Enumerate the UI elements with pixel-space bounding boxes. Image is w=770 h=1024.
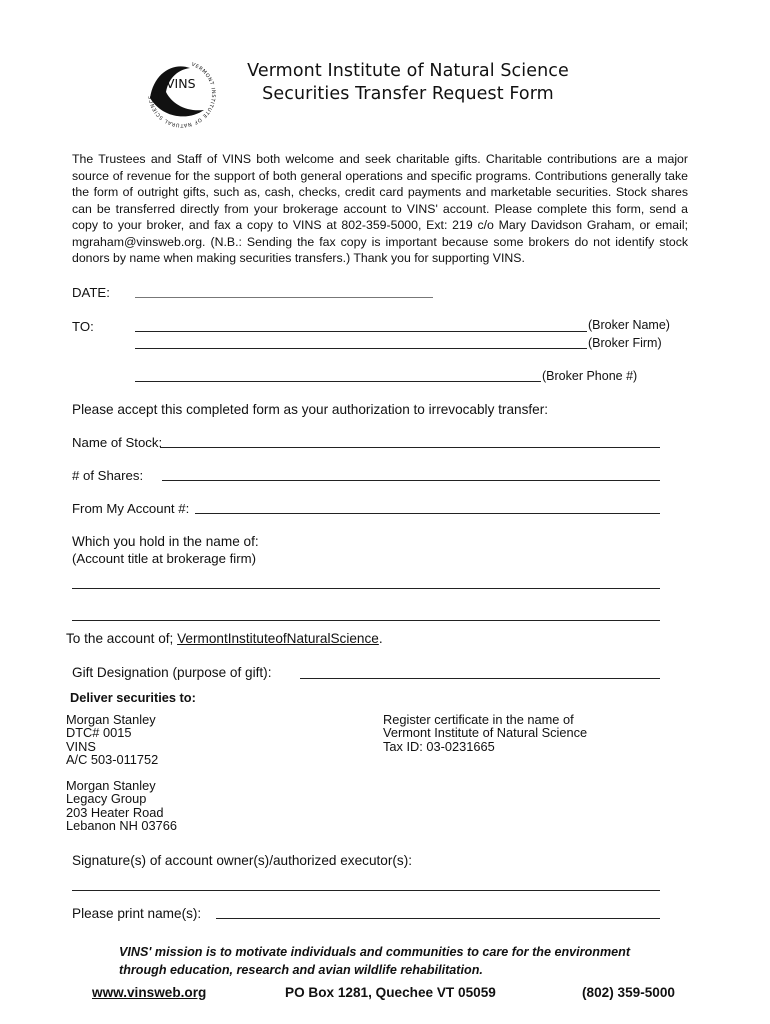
form-title: Securities Transfer Request Form (262, 84, 554, 104)
hold-label: Which you hold in the name of: (72, 534, 259, 549)
broker-firm-label: (Broker Firm) (588, 336, 662, 350)
shares-field[interactable] (162, 480, 660, 481)
to-account-line (66, 631, 383, 646)
vins-logo (146, 58, 218, 130)
stock-name-label: Name of Stock: (72, 435, 163, 450)
authorization-text: Please accept this completed form as your authorization to irrevocably transfer: (72, 402, 549, 417)
logo-ring-text: VERMONT INSTITUTE OF NATURAL SCIENCE (147, 61, 217, 129)
mission-statement: VINS' mission is to motivate individuals and communities to care for the environment through education, research and avian wildlife rehabilitation. (119, 945, 631, 977)
broker-phone-label: (Broker Phone #) (542, 369, 638, 383)
delivery-address-block: Morgan Stanley Legacy Group 203 Heater Road Lebanon NH 03766 (66, 778, 177, 834)
print-name-field[interactable] (216, 918, 660, 919)
deliver-label: Deliver securities to: (70, 690, 196, 705)
register-certificate-block: Register certificate in the name of Vermont Institute of Natural Science Tax ID: 03-0231665 (383, 712, 588, 754)
broker-firm-field[interactable] (135, 348, 587, 349)
gift-label: Gift Designation (purpose of gift): (72, 665, 272, 680)
date-field[interactable] (135, 297, 433, 298)
account-title-field-2[interactable] (72, 620, 660, 621)
to-label: TO: (72, 319, 94, 334)
to-account-prefix: To the account of; (66, 631, 174, 646)
website-link[interactable]: www.vinsweb.org (92, 985, 207, 1000)
logo-abbrev: VINS (166, 76, 196, 91)
signature-label: Signature(s) of account owner(s)/authorized executor(s): (72, 853, 412, 868)
account-title-field-1[interactable] (72, 588, 660, 589)
date-label: DATE: (72, 285, 110, 300)
broker-name-field[interactable] (135, 331, 587, 332)
broker-name-label: (Broker Name) (588, 318, 670, 332)
footer-address: PO Box 1281, Quechee VT 05059 (285, 985, 496, 1000)
stock-name-field[interactable] (160, 447, 660, 448)
broker-phone-field[interactable] (135, 381, 541, 382)
hold-sublabel: (Account title at brokerage firm) (72, 551, 256, 566)
intro-paragraph: The Trustees and Staff of VINS both welcome and seek charitable gifts. Charitable contributions are a major source of revenue for the support of both general operations and specific programs. Contributions generally take the form of outright gifts, such as, cash, checks, credit card payments and marketable securities. Stock shares can be transferred directly from your brokerage account to VINS' account. Please complete this form, send a copy to your broker, and fax a copy to VINS at 802-359-5000, Ext: 219 c/o Mary Davidson Graham, or email; mgraham@vinsweb.org. (N.B.: Sending the fax copy is important because some brokers do not identify stock donors by name when making securities transfers.) Thank you for supporting VINS. (72, 152, 688, 265)
gift-field[interactable] (300, 678, 660, 679)
footer-phone: (802) 359-5000 (582, 985, 675, 1000)
signature-field[interactable] (72, 890, 660, 891)
org-name: Vermont Institute of Natural Science (247, 61, 569, 81)
account-field[interactable] (195, 513, 660, 514)
shares-label: # of Shares: (72, 468, 144, 483)
to-account-name: VermontInstituteofNaturalScience (177, 631, 379, 646)
delivery-account-block: Morgan Stanley DTC# 0015 VINS A/C 503-011752 (66, 712, 159, 768)
to-account-suffix: . (378, 631, 383, 646)
print-name-label: Please print name(s): (72, 906, 202, 921)
account-label: From My Account #: (72, 501, 190, 516)
